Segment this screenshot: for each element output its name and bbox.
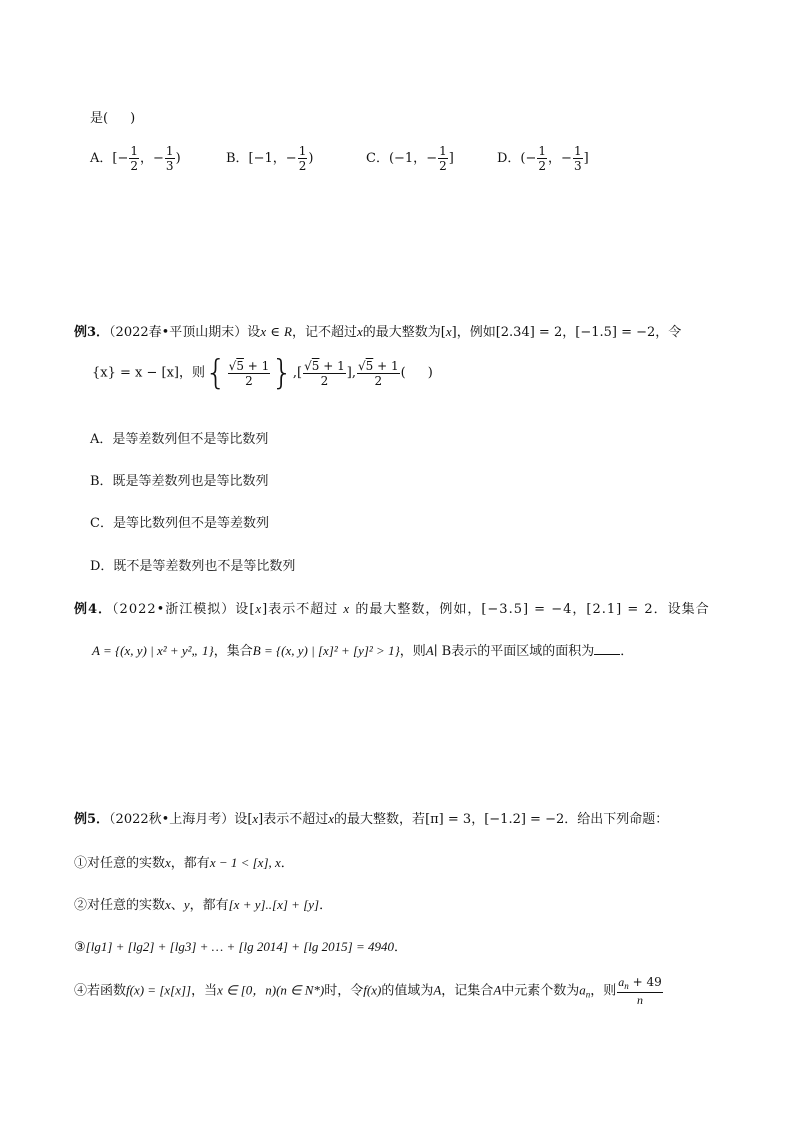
fraction-an-plus-49-over-n: $\frac{a_n + 49}{n}$ xyxy=(618,975,662,1007)
example-3-label: 例3． xyxy=(74,325,110,340)
q2-option-d[interactable]: D．(− $\frac{1}{2}$ ，− $\frac{1}{3}$ ] xyxy=(497,144,589,173)
answer-blank[interactable] xyxy=(594,642,620,655)
q2-option-a[interactable]: A．[− $\frac{1}{2}$ ，− $\frac{1}{3}$ ) xyxy=(90,144,181,173)
example-3-option-c[interactable]: C．是等比数列但不是等差数列 xyxy=(90,516,269,531)
example-3-option-a[interactable]: A．是等差数列但不是等比数列 xyxy=(90,432,269,447)
example-3-definition: {x} = x − [x]，则{ $\frac{√5 + 1}{2}$ },[ $\frac{√5 + 1}{2}$ ], $\frac{√5 + 1}{2}$ ( ) xyxy=(92,353,433,393)
example-3-stem: 例3．（2022春•平顶山期末）设x ∈ R，记不超过x的最大整数为[x]，例如[2.34] = 2，[−1.5] = −2，令 xyxy=(74,324,682,340)
example-5-stem: 例5．（2022秋•上海月考）设[x]表示不超过x的最大整数，若[π] = 3，[−1.2] = −2．给出下列命题： xyxy=(74,811,669,827)
example-3-option-b[interactable]: B．既是等差数列也是等比数列 xyxy=(90,474,269,489)
proposition-4: ④若函数f(x) = [x[x]]，当x ∈ [0，n)(n ∈ N*)时，令f(x)的值域为A，记集合A中元素个数为$a_n$，则 $\frac{a_n + 49}{n}$ xyxy=(74,975,662,1007)
example-4-sets: A = {(x, y) | x² + y²„ 1}，集合B = {(x, y) | [x]² + [y]² > 1}，则A∣ B表示的平面区域的面积为 ． xyxy=(92,643,634,659)
example-3-option-d[interactable]: D．既不是等差数列也不是等比数列 xyxy=(90,559,296,574)
example-4-stem: 例4．（2022•浙江模拟）设[x]表示不超过 x 的最大整数，例如，[−3.5] = −4，[2.1] = 2．设集合 xyxy=(74,601,710,617)
proposition-3: ③[lg1] + [lg2] + [lg3] + … + [lg 2014] + [lg 2015] = 4940． xyxy=(74,939,408,955)
proposition-1: ①对任意的实数x，都有x − 1 < [x], x． xyxy=(74,855,294,871)
q2-option-b[interactable]: B．[−1，− $\frac{1}{2}$ ) xyxy=(226,144,314,173)
q2-stem-tail: 是( ) xyxy=(90,111,136,126)
example-4-label: 例4． xyxy=(74,602,113,617)
example-5-label: 例5． xyxy=(74,812,110,827)
proposition-2: ②对任意的实数x、y，都有[x + y]..[x] + [y]． xyxy=(74,897,333,913)
q2-option-c[interactable]: C．(−1，− $\frac{1}{2}$ ] xyxy=(366,144,454,173)
